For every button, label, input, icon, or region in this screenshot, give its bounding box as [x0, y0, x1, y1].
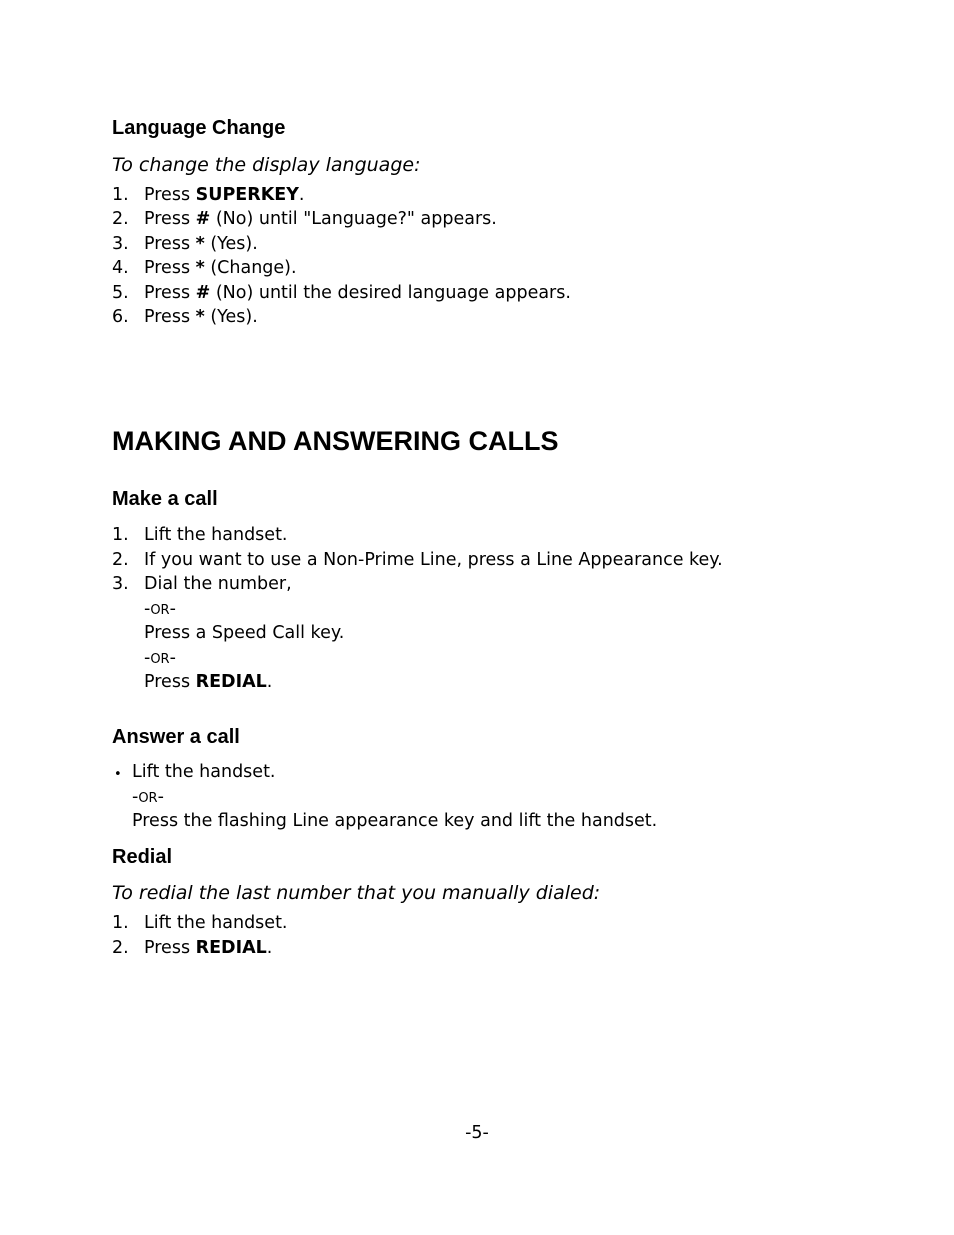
step-text: If you want to use a Non-Prime Line, press a Line Appearance key. — [144, 550, 723, 570]
language-change-intro: To change the display language: — [112, 154, 421, 176]
step-text: Lift the handset. — [144, 525, 288, 545]
step-text: Press # (No) until "Language?" appears. — [144, 209, 497, 229]
step-text: Press SUPERKEY. — [144, 185, 305, 205]
section-heading-make-a-call: Make a call — [112, 488, 218, 510]
list-item-text: Lift the handset. — [132, 762, 276, 782]
page-number: -5- — [465, 1123, 489, 1143]
step-text: Press REDIAL. — [144, 938, 273, 958]
page-title: MAKING AND ANSWERING CALLS — [112, 426, 559, 456]
step-number: 4. — [112, 258, 129, 278]
step-number: 3. — [112, 574, 129, 594]
redial-intro: To redial the last number that you manually dialed: — [112, 882, 601, 904]
step-text: Press * (Yes). — [144, 234, 258, 254]
step-number: 2. — [112, 938, 129, 958]
step-number: 2. — [112, 209, 129, 229]
step-number: 1. — [112, 185, 129, 205]
step-number: 6. — [112, 307, 129, 327]
step-number: 1. — [112, 525, 129, 545]
section-heading-redial: Redial — [112, 846, 173, 868]
section-heading-answer-a-call: Answer a call — [112, 726, 240, 748]
step-text: Dial the number, — [144, 574, 292, 594]
step-text: Lift the handset. — [144, 913, 288, 933]
step-text: Press * (Change). — [144, 258, 297, 278]
step-text: Press # (No) until the desired language appears. — [144, 283, 571, 303]
step-number: 5. — [112, 283, 129, 303]
section-heading-language-change: Language Change — [112, 117, 286, 139]
step-number: 3. — [112, 234, 129, 254]
step-text: Press * (Yes). — [144, 307, 258, 327]
step-number: 1. — [112, 913, 129, 933]
step-number: 2. — [112, 550, 129, 570]
bullet-icon: • — [114, 767, 122, 782]
